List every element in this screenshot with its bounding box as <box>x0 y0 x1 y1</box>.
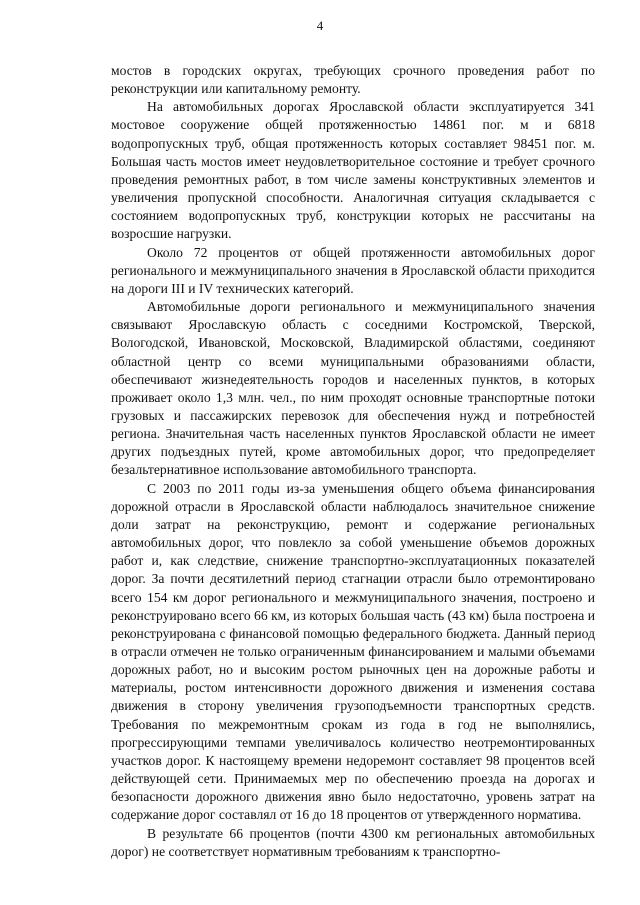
paragraph-5: С 2003 по 2011 годы из-за уменьшения общего объема финансирования дорожной отрасли в Ярославской области наблюдалось значительное снижение доли затрат на реконструкцию, ремонт и содержание региональных автомобильных дорог, что повлекло за собой уменьшение объемов дорожных работ и, как следствие, снижение транспортно-эксплуатационных показателей дорог. За почти десятилетний период стагнации отрасли было отремонтировано всего 154 км дорог регионального и межмуниципального значения, построено и реконструировано всего 66 км, из которых большая часть (43 км) была построена и реконструирована с финансовой помощью федерального бюджета. Данный период в отрасли отмечен не только ограниченным финансированием и малыми объемами дорожных работ, но и высоким ростом рыночных цен на дорожные работы и материалы, ростом интенсивности дорожного движения и изменения состава движения в сторону увеличения грузоподъемности транспортных средств. Требования по межремонтным срокам из года в год не выполнялись, прогрессирующими темпами увеличивалось количество неотремонтированных участков дорог. К настоящему времени недоремонт составляет 98 процентов всей действующей сети. Принимаемых мер по обеспечению проезда на дорогах и безопасности дорожного движения явно было недостаточно, уровень затрат на содержание дорог составлял от 16 до 18 процентов от утвержденного норматива. <box>111 480 595 823</box>
paragraph-6: В результате 66 процентов (почти 4300 км региональных автомобильных дорог) не соответствует нормативным требованиям к транспортно- <box>111 825 595 859</box>
document-body <box>111 62 595 861</box>
page-number: 4 <box>316 18 324 33</box>
paragraph-4: Автомобильные дороги регионального и межмуниципального значения связывают Ярославскую область с соседними Костромской, Тверской, Вологодской, Ивановской, Московской, Владимирской областями, соединяют областной центр со всеми муниципальными образованиями области, обеспечивают жизнедеятельность городов и населенных пунктов, в которых проживает около 1,3 млн. чел., по ним проходят основные транспортные потоки грузовых и пассажирских перевозок для обеспечения нужд и потребностей региона. Значительная часть населенных пунктов Ярославской области не имеет других подъездных путей, кроме автомобильных дорог, что предопределяет безальтернативное использование автомобильного транспорта. <box>111 299 595 478</box>
paragraph-2: На автомобильных дорогах Ярославской области эксплуатируется 341 мостовое сооружение общей протяженностью 14861 пог. м и 6818 водопропускных труб, общая протяженность которых составляет 98451 пог. м. Большая часть мостов имеет неудовлетворительное состояние и требует срочного проведения ремонтных работ, в том числе замены конструктивных элементов и увеличения пропускной способности. Аналогичная ситуация складывается с состоянием водопропускных труб, конструкции которых не рассчитаны на возросшие нагрузки. <box>111 99 595 242</box>
paragraph-1: мостов в городских округах, требующих срочного проведения работ по реконструкции или капитальному ремонту. <box>111 63 595 97</box>
paragraph-3: Около 72 процентов от общей протяженности автомобильных дорог регионального и межмуниципального значения в Ярославской области приходится на дороги III и IV технических категорий. <box>111 244 595 296</box>
